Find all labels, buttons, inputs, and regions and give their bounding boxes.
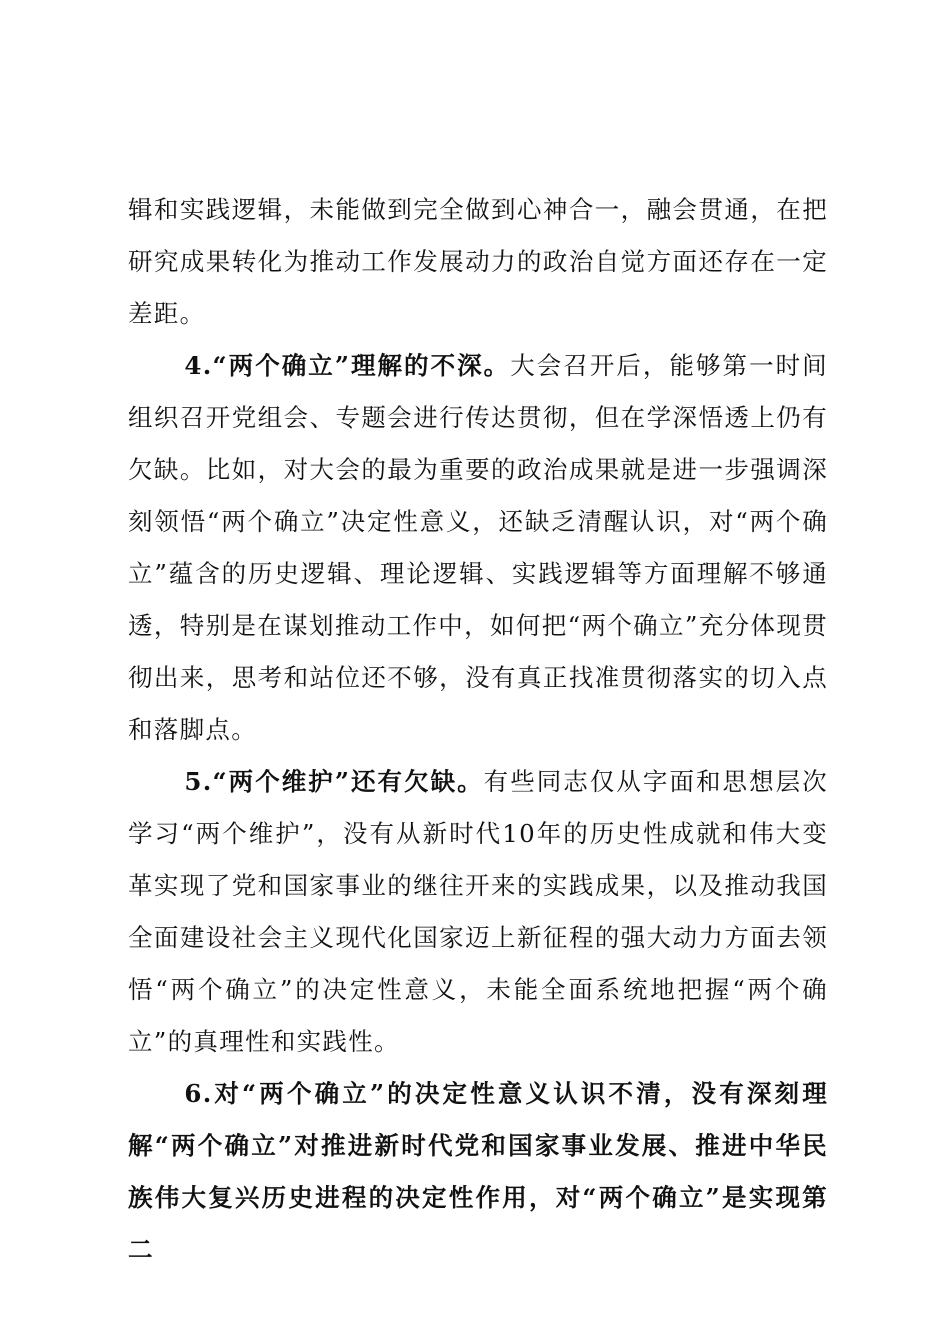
paragraph-text: 辑和实践逻辑，未能做到完全做到心神合一，融会贯通，在把研究成果转化为推动工作发展动力的政治自觉方面还存在一定差距。 xyxy=(128,195,828,328)
paragraph-heading: 5.“两个维护”还有欠缺。 xyxy=(184,767,484,796)
paragraph-item-6 xyxy=(128,1068,828,1276)
paragraph-heading: 4.“两个确立”理解的不深。 xyxy=(184,351,511,380)
paragraph-heading: 6.对“两个确立”的决定性意义认识不清，没有深刻理解“两个确立”对推进新时代党和国家事业发展、推进中华民族伟大复兴历史进程的决定性作用，对“两个确立”是实现第二 xyxy=(128,1079,828,1264)
paragraph-text: 有些同志仅从字面和思想层次学习“两个维护”，没有从新时代10年的历史性成就和伟大变革实现了党和国家事业的继往开来的实践成果，以及推动我国全面建设社会主义现代化国家迈上新征程的强大动力方面去领悟“两个确立”的决定性意义，未能全面系统地把握“两个确立”的真理性和实践性。 xyxy=(128,767,828,1056)
paragraph-continued xyxy=(128,184,828,340)
paragraph-item-5 xyxy=(128,756,828,1068)
paragraph-item-4 xyxy=(128,340,828,756)
document-body xyxy=(128,184,828,1276)
paragraph-text: 大会召开后，能够第一时间组织召开党组会、专题会进行传达贯彻，但在学深悟透上仍有欠缺。比如，对大会的最为重要的政治成果就是进一步强调深刻领悟“两个确立”决定性意义，还缺乏清醒认识，对“两个确立”蕴含的历史逻辑、理论逻辑、实践逻辑等方面理解不够通透，特别是在谋划推动工作中，如何把“两个确立”充分体现贯彻出来，思考和站位还不够，没有真正找准贯彻落实的切入点和落脚点。 xyxy=(128,351,828,744)
